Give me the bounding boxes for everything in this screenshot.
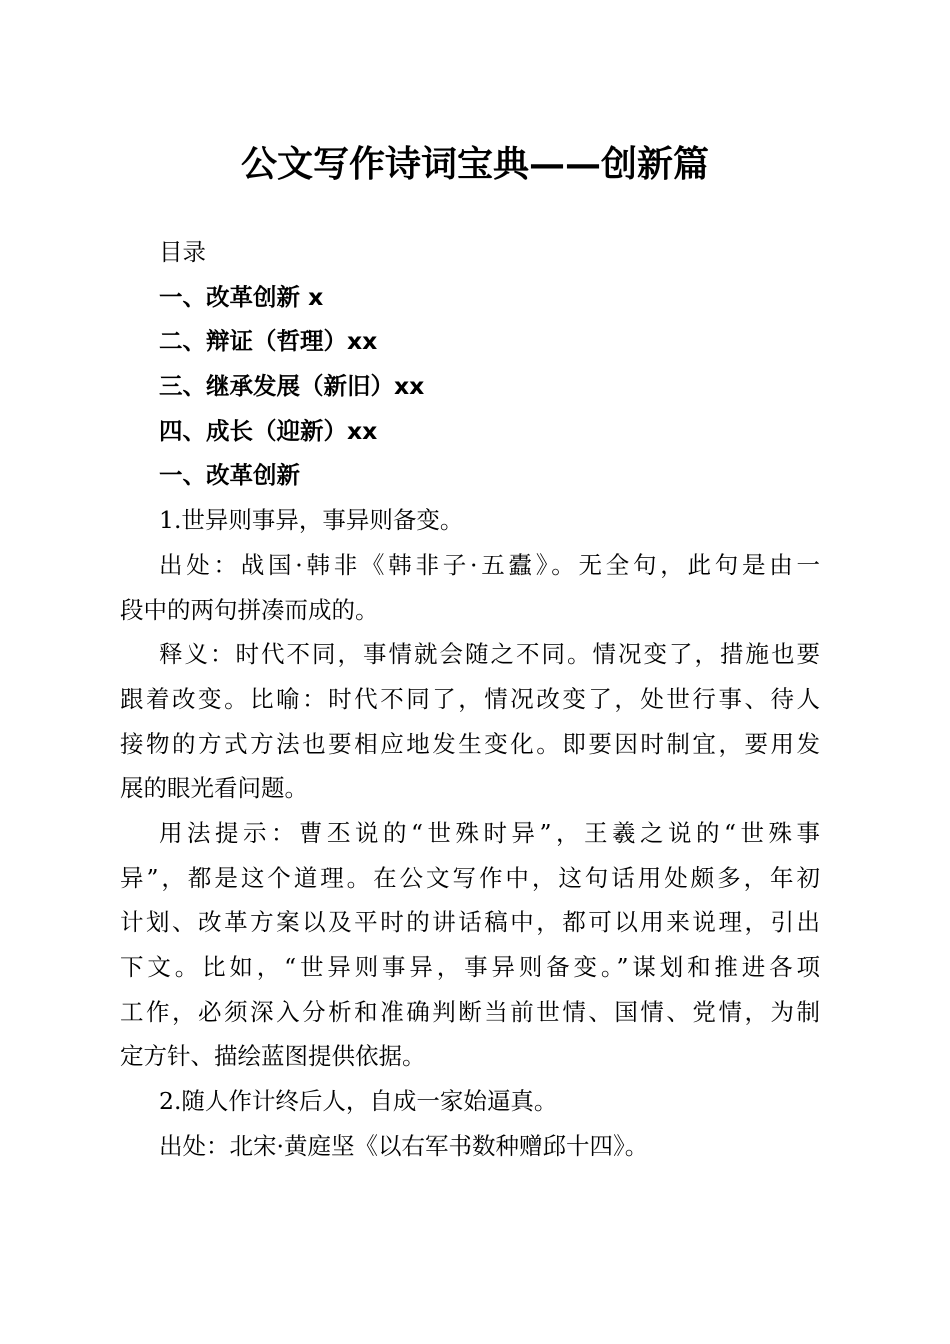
toc-item[interactable]: 一、改革创新 x: [159, 282, 324, 311]
paragraph-line: 用法提示：曹丕说的“世殊时异”，王羲之说的“世殊事: [159, 818, 820, 847]
paragraph: [120, 498, 820, 543]
paragraph-line: 跟着改变。比喻：时代不同了，情况改变了，处世行事、待人: [120, 684, 820, 713]
paragraph-line: 出处：北宋·黄庭坚《以右军书数种赠邱十四》。: [159, 1131, 649, 1160]
paragraphs: [120, 498, 820, 1168]
paragraph: [120, 811, 820, 1079]
paragraph-line: 2.随人作计终后人，自成一家始逼真。: [159, 1087, 558, 1116]
paragraph-line: 出处：战国·韩非《韩非子·五蠹》。无全句，此句是由一: [159, 550, 820, 579]
paragraph-line: 接物的方式方法也要相应地发生变化。即要因时制宜，要用发: [120, 729, 820, 758]
toc-item[interactable]: 二、辩证（哲理）xx: [159, 327, 378, 356]
section-heading: 一、改革创新: [159, 461, 300, 490]
paragraph: [120, 1124, 820, 1169]
document-title: 公文写作诗词宝典——创新篇: [240, 143, 709, 185]
paragraph-line: 下文。比如，“世异则事异，事异则备变。”谋划和推进各项: [120, 953, 820, 981]
document-body: [120, 230, 820, 1168]
paragraph: [120, 543, 820, 632]
paragraph: [120, 632, 820, 811]
paragraph-line: 异”，都是这个道理。在公文写作中，这句话用处颇多，年初: [120, 863, 820, 892]
paragraph: [120, 1079, 820, 1124]
toc-item[interactable]: 三、继承发展（新旧）xx: [159, 372, 425, 401]
paragraph-line: 1.世异则事异，事异则备变。: [159, 506, 464, 535]
paragraph-line: 计划、改革方案以及平时的讲话稿中，都可以用来说理，引出: [120, 908, 820, 937]
paragraph-line: 定方针、描绘蓝图提供依据。: [120, 1042, 426, 1071]
toc-heading: 目录: [159, 238, 206, 266]
paragraph-line: 释义：时代不同，事情就会随之不同。情况变了，措施也要: [159, 640, 820, 669]
toc-item[interactable]: 四、成长（迎新）xx: [159, 416, 378, 445]
paragraph-line: 工作，必须深入分析和准确判断当前世情、国情、党情，为制: [120, 997, 820, 1026]
paragraph-line: 展的眼光看问题。: [120, 774, 308, 803]
paragraph-line: 段中的两句拼凑而成的。: [120, 595, 379, 624]
